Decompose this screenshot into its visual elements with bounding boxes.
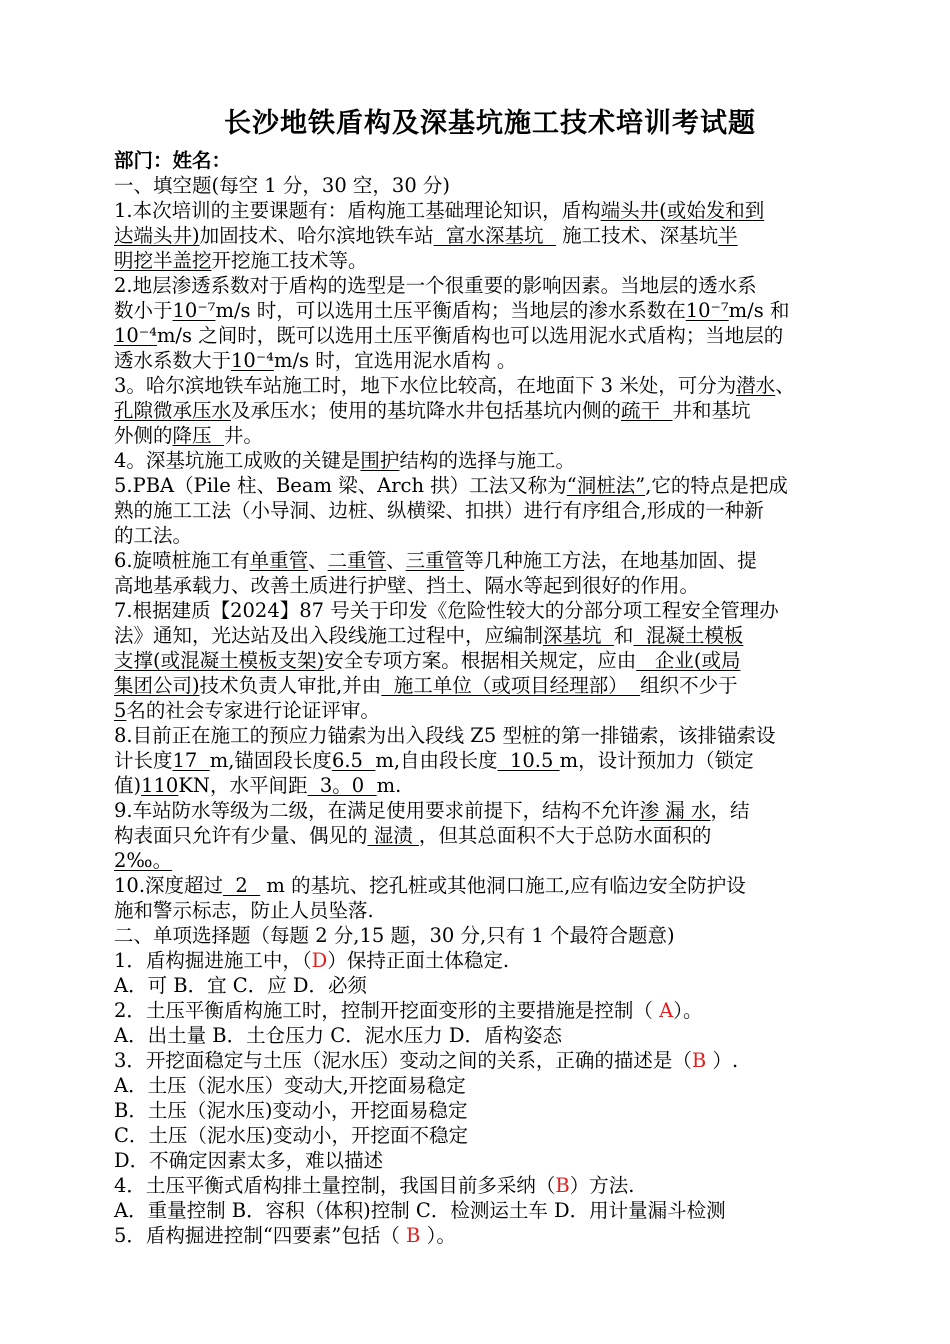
q2-line3: 10⁻⁴m/s 之间时，既可以选用土压平衡盾构也可以选用泥水式盾构；当地层的 (114, 324, 784, 347)
q10-line2: 施和警示标志，防止人员坠落. (114, 899, 374, 922)
blank: 10⁻⁷ (685, 299, 729, 322)
mc-q3-option-d: D．不确定因素太多，难以描述 (114, 1149, 384, 1172)
q9-line3 (114, 848, 866, 873)
q1-line1: 1.本次培训的主要课题有：盾构施工基础理论知识，盾构端头井(或始发和到 (114, 199, 765, 222)
q10-line1: 10.深度超过 2 m 的基坑、挖孔桩或其他洞口施工,应有临边安全防护设 (114, 874, 746, 897)
blank: 孔隙微承压水 (114, 399, 232, 422)
q2-line1: 2.地层渗透系数对于盾构的选型是一个很重要的影响因素。当地层的透水系 (114, 274, 757, 297)
section1-heading: 一、填空题(每空 1 分，30 空，30 分) (114, 174, 451, 197)
q7-line5: 5名的社会专家进行论证评审。 (114, 699, 380, 722)
q1-line2: 达端头井)加固技术、哈尔滨地铁车站 富水深基坑 施工技术、深基坑半 (114, 224, 738, 247)
blank: 二重管 (327, 549, 387, 572)
answer: D (311, 949, 328, 972)
q7-line1: 7.根据建质【2024】87 号关于印发《危险性较大的分部分项工程安全管理办 (114, 599, 779, 622)
answer: B (691, 1049, 707, 1072)
q6-line1: 6.旋喷桩施工有单重管、二重管、三重管等几种施工方法，在地基加固、提 (114, 549, 757, 572)
blank: 降压 (172, 424, 224, 447)
q8-line1: 8.目前正在施工的预应力锚索为出入段线 Z5 型桩的第一排锚索，该排锚索设 (114, 724, 776, 747)
mc-q1-options: A．可 B．宜 C．应 D．必须 (114, 974, 368, 997)
blank: 17 (172, 749, 210, 772)
blank: 潜水 (736, 374, 776, 397)
q3-line1: 3。哈尔滨地铁车站施工时，地下水位比较高，在地面下 3 米处，可分为潜水、 (114, 374, 795, 397)
blank: 端头井(或始发和到 (600, 199, 765, 222)
q5-line1: 5.PBA（Pile 柱、Beam 梁、Arch 拱）工法又称为“洞桩法”,它的特点是把成 (114, 474, 788, 497)
blank: 三重管 (405, 549, 465, 572)
q8-line2: 计长度17 m,锚固段长度6.5 m,自由段长度 10.5 m，设计预加力（锁定 (114, 749, 754, 772)
blank: 单重管 (249, 549, 309, 572)
blank: 施工单位（或项目经理部） (381, 674, 641, 697)
blank: 10⁻⁷ (172, 299, 216, 322)
page-title: 长沙地铁盾构及深基坑施工技术培训考试题 (224, 108, 756, 139)
blank: 110 (141, 774, 179, 797)
blank: 集团公司) (114, 674, 200, 697)
blank: 混凝土模板 (633, 624, 744, 647)
blank: 围护 (360, 449, 400, 472)
answer: B (406, 1224, 421, 1247)
mc-q2-options: A．出土量 B．土仓压力 C．泥水压力 D．盾构姿态 (114, 1024, 563, 1047)
mc-q3-option-c: C．土压（泥水压)变动小，开挖面不稳定 (114, 1124, 469, 1147)
q9-line1: 9.车站防水等级为二级，在满足使用要求前提下，结构不允许渗 漏 水，结 (114, 799, 750, 822)
q3-line2: 孔隙微承压水及承压水；使用的基坑降水井包括基坑内侧的疏干 井和基坑 (114, 399, 751, 422)
blank: 湿渍 (367, 824, 419, 847)
blank: 3。0 (307, 774, 377, 797)
blank: 达端头井) (114, 224, 200, 247)
answer: B (555, 1174, 570, 1197)
blank: 6.5 (331, 749, 376, 772)
blank: 半 (718, 224, 738, 247)
section2-heading: 二、单项选择题（每题 2 分,15 题，30 分,只有 1 个最符合题意) (114, 924, 675, 947)
q9-line2: 构表面只允许有少量、偶见的 湿渍 ，但其总面积不大于总防水面积的 (114, 824, 712, 847)
answer: A (659, 999, 674, 1022)
q8-line3: 值)110KN，水平间距 3。0 m. (114, 774, 402, 797)
mc-q4-options: A．重量控制 B．容积（体积)控制 C．检测运土车 D．用计量漏斗检测 (114, 1199, 726, 1222)
blank: 10⁻⁴ (114, 324, 157, 347)
q3-line3: 外侧的降压 井。 (114, 424, 263, 447)
q7-line3: 支撑(或混凝土模板支架)安全专项方案。根据相关规定，应由 企业(或局 (114, 649, 741, 672)
blank: 5 (114, 699, 127, 722)
mc-q5: 5．盾构掘进控制“四要素”包括（ B ）。 (114, 1224, 456, 1247)
blank: 2 (223, 874, 261, 897)
blank: 渗 漏 水 (639, 799, 711, 822)
q7-line4: 集团公司)技术负责人审批,并由 施工单位（或项目经理部） 组织不少于 (114, 674, 738, 697)
mc-q2: 2．土压平衡盾构施工时，控制开挖面变形的主要措施是控制（ A）。 (114, 999, 703, 1022)
exam-page (114, 104, 866, 1248)
mc-q4: 4．土压平衡式盾构排土量控制，我国目前多采纳（B）方法. (114, 1174, 635, 1197)
q6-line2: 高地基承载力、改善土质进行护壁、挡土、隔水等起到很好的作用。 (114, 574, 700, 597)
blank: 支撑(或混凝土模板支架) (114, 649, 325, 672)
mc-q3-option-b: B．土压（泥水压)变动小，开挖面易稳定 (114, 1099, 468, 1122)
q2-line4: 透水系数大于10⁻⁴m/s 时，宜选用泥水盾构 。 (114, 349, 517, 372)
blank: 明挖半盖挖 (114, 249, 212, 272)
q4-line1: 4。深基坑施工成败的关键是围护结构的选择与施工。 (114, 449, 575, 472)
mc-q1: 1．盾构掘进施工中，（D）保持正面土体稳定. (114, 949, 510, 972)
q5-line2: 熟的施工工法（小导洞、边桩、纵横梁、扣拱）进行有序组合,形成的一种新 (114, 499, 764, 522)
q7-line2: 法》通知，光达站及出入段线施工过程中，应编制深基坑 和 混凝土模板 (114, 624, 744, 647)
blank: 10⁻⁴ (231, 349, 274, 372)
blank: 富水深基坑 (433, 224, 556, 247)
blank: 深基坑 (543, 624, 614, 647)
q5-line3: 的工法。 (114, 524, 193, 547)
q2-line2: 数小于10⁻⁷m/s 时，可以选用土压平衡盾构；当地层的渗水系数在10⁻⁷m/s 和 (114, 299, 790, 322)
blank: “洞桩法” (566, 474, 646, 497)
blank: 疏干 (621, 399, 673, 422)
dept-name-line: 部门：姓名： (114, 149, 232, 172)
blank: 10.5 (497, 749, 560, 772)
blank: 2‰。 (114, 849, 173, 872)
mc-q3: 3．开挖面稳定与土压（泥水压）变动之间的关系，正确的描述是（B ）. (114, 1049, 739, 1072)
q1-line3: 明挖半盖挖开挖施工技术等。 (114, 249, 368, 272)
mc-q3-option-a: A．土压（泥水压）变动大,开挖面易稳定 (114, 1074, 466, 1097)
blank: 企业(或局 (636, 649, 741, 672)
